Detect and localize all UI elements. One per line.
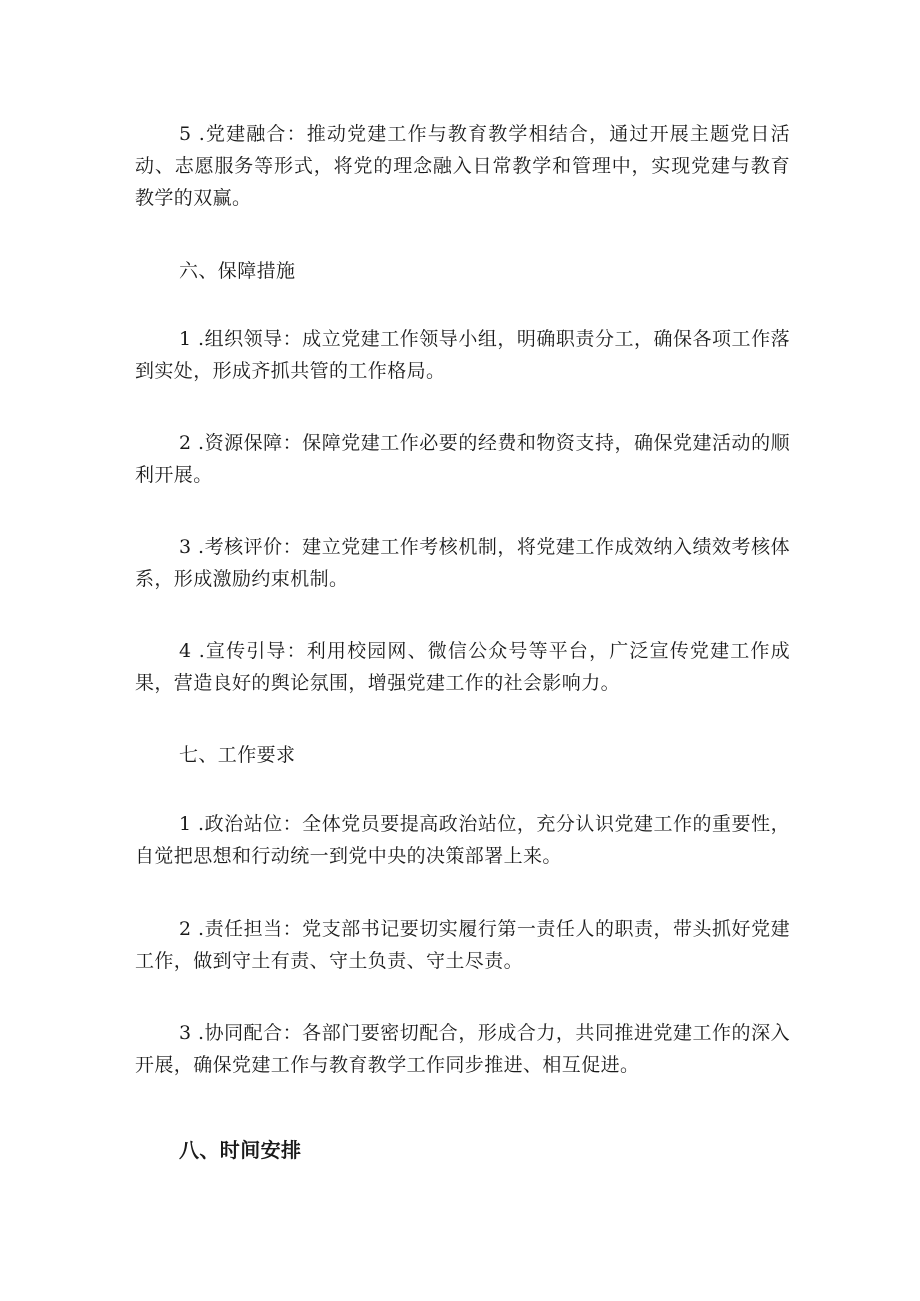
paragraph-publicity-guidance: 4 .宣传引导：利用校园网、微信公众号等平台，广泛宣传党建工作成果，营造良好的舆论氛围，增强党建工作的社会影响力。: [135, 640, 790, 694]
section-heading-work-requirements: 七、工作要求: [179, 744, 296, 766]
paragraph-assessment-evaluation: 3 .考核评价：建立党建工作考核机制，将党建工作成效纳入绩效考核体系，形成激励约束机制。: [135, 536, 790, 590]
paragraph-party-integration: 5 .党建融合：推动党建工作与教育教学相结合，通过开展主题党日活动、志愿服务等形式，将党的理念融入日常教学和管理中，实现党建与教育教学的双赢。: [135, 123, 790, 209]
section-heading-schedule: 八、时间安排: [179, 1138, 302, 1162]
paragraph-organization-leadership: 1 .组织领导：成立党建工作领导小组，明确职责分工，确保各项工作落到实处，形成齐抓共管的工作格局。: [135, 328, 790, 382]
paragraph-responsibility: 2 .责任担当：党支部书记要切实履行第一责任人的职责，带头抓好党建工作，做到守土有责、守土负责、守土尽责。: [135, 918, 790, 972]
section-heading-safeguards: 六、保障措施: [179, 260, 296, 282]
paragraph-resource-guarantee: 2 .资源保障：保障党建工作必要的经费和物资支持，确保党建活动的顺利开展。: [135, 432, 790, 486]
paragraph-political-stance: 1 .政治站位：全体党员要提高政治站位，充分认识党建工作的重要性，自觉把思想和行动统一到党中央的决策部署上来。: [135, 813, 790, 867]
paragraph-coordination: 3 .协同配合：各部门要密切配合，形成合力，共同推进党建工作的深入开展，确保党建工作与教育教学工作同步推进、相互促进。: [135, 1022, 790, 1076]
